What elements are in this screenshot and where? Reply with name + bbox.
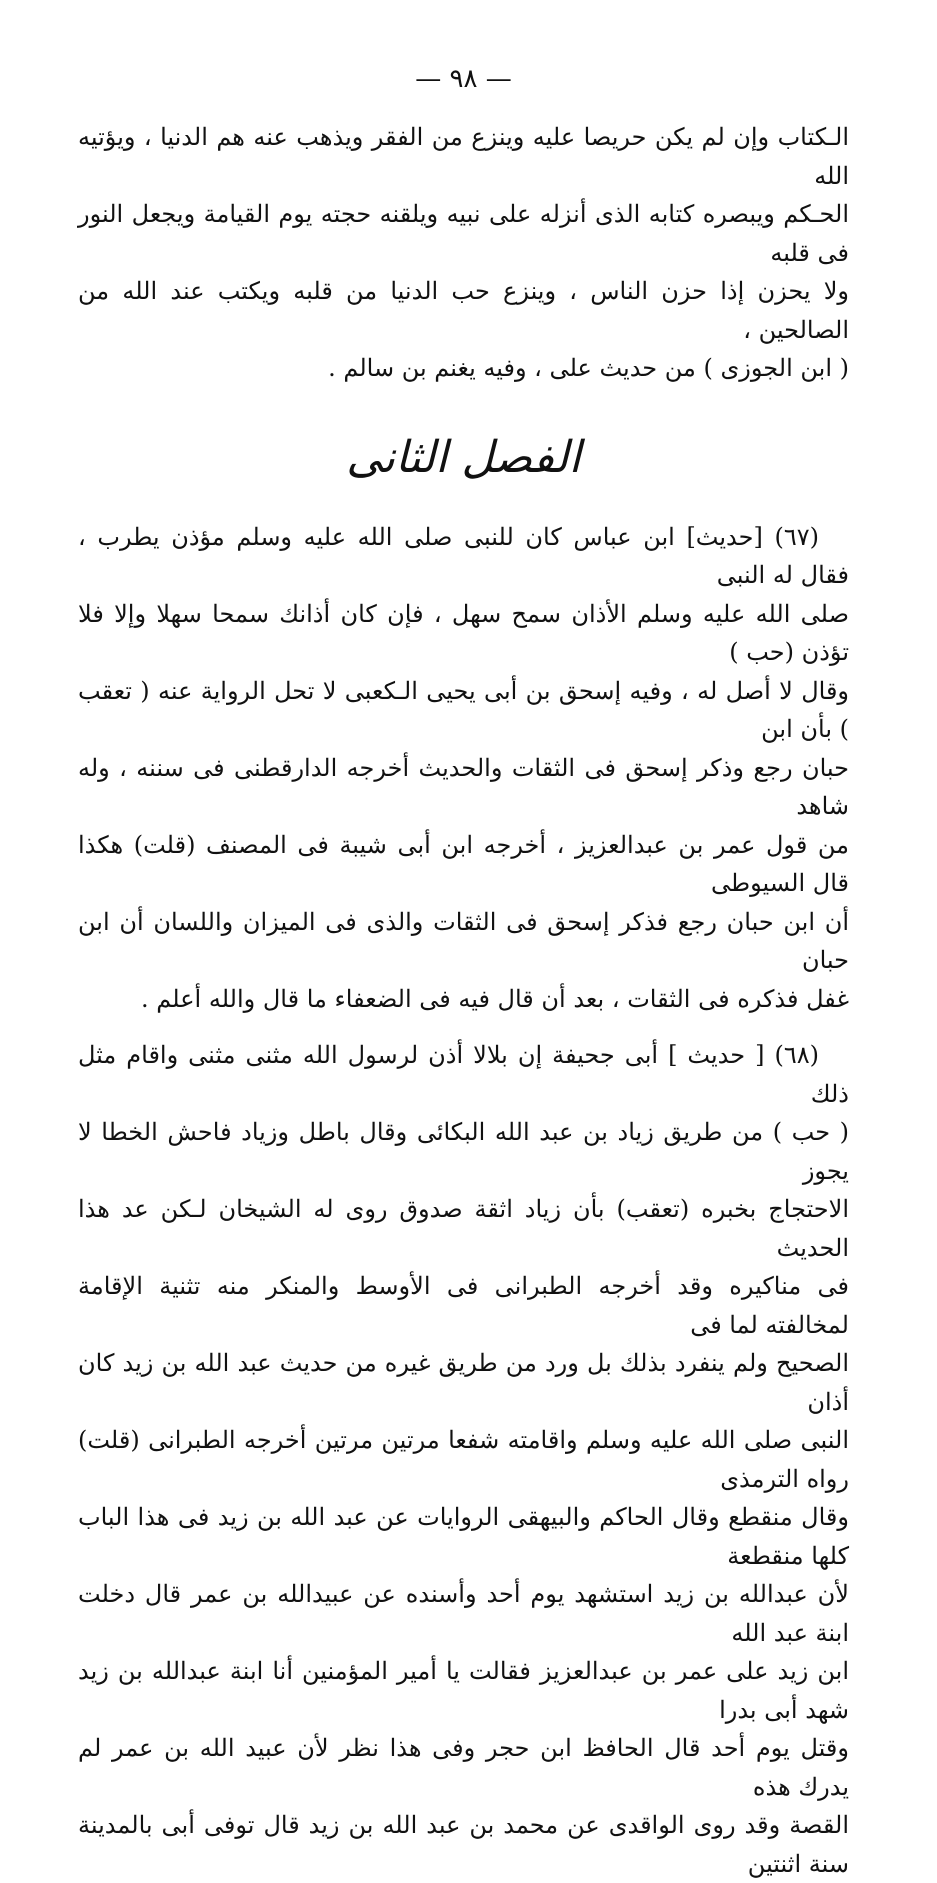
text-line: ولا يحزن إذا حزن الناس ، وينزع حب الدنيا من قلبه ويكتب عند الله من الصالحين ، [78,277,849,344]
text-line: لأن عبدالله بن زيد استشهد يوم أحد وأسنده عن عبيدالله بن عمر قال دخلت ابنة عبد الله [78,1580,849,1647]
text-line: وقتل يوم أحد قال الحافظ ابن حجر وفى هذا نظر لأن عبيد الله بن عمر لم يدرك هذه [78,1734,849,1801]
page-number: — ٩٨ — [415,64,512,94]
text-line: القصة وقد روى الواقدى عن محمد بن عبد الله بن زيد قال توفى أبى بالمدينة سنة اثنتين [78,1811,849,1878]
text-line: (٦٨) [ حديث ] أبى جحيفة إن بلالا أذن لرسول الله مثنى مثنى واقام مثل ذلك [78,1041,849,1108]
text-line: حبان رجع وذكر إسحق فى الثقات والحديث أخرجه الدارقطنى فى سننه ، وله شاهد [78,753,849,820]
hadith-68-paragraph [78,1036,849,1883]
text-line: وقال منقطع وقال الحاكم والبيهقى الروايات عن عبد الله بن زيد فى هذا الباب كلها منقطعة [78,1503,849,1570]
text-line: (٦٧) [حديث] ابن عباس كان للنبى صلى الله عليه وسلم مؤذن يطرب ، فقال له النبى [78,522,849,589]
text-line: من قول عمر بن عبدالعزيز ، أخرجه ابن أبى شيبة فى المصنف (قلت) هكذا قال السيوطى [78,830,849,897]
hadith-67-paragraph [78,518,849,1019]
text-line: الـكتاب وإن لم يكن حريصا عليه وينزع من الفقر ويذهب عنه هم الدنيا ، ويؤتيه الله [78,123,849,190]
chapter-title: الفصل الثانى [346,431,581,483]
text-line: صلى الله عليه وسلم الأذان سمح سهل ، فإن كان أذانك سمحا سهلا وإلا فلا تؤذن (حب ) [78,599,850,666]
text-line: الصحيح ولم ينفرد بذلك بل ورد من طريق غيره من حديث عبد الله بن زيد كان أذان [78,1349,849,1416]
text-line: الاحتجاج بخبره (تعقب) بأن زياد اثقة صدوق روى له الشيخان لـكن عد هذا الحديث [78,1195,849,1262]
text-line: الحـكم ويبصره كتابه الذى أنزله على نبيه ويلقنه حجته يوم القيامة ويجعل النور فى قلبه [78,200,849,267]
text-line: وقال لا أصل له ، وفيه إسحق بن أبى يحيى الـكعبى لا تحل الرواية عنه ( تعقب ) بأن ابن [78,676,849,743]
text-line: النبى صلى الله عليه وسلم واقامته شفعا مرتين مرتين أخرجه الطبرانى (قلت) رواه الترمذى [78,1426,849,1493]
continued-paragraph [78,118,849,388]
text-line: فى مناكيره وقد أخرجه الطبرانى فى الأوسط والمنكر منه تثنية الإقامة لمخالفته لما فى [78,1272,849,1339]
text-line: غفل فذكره فى الثقات ، بعد أن قال فيه فى الضعفاء ما قال والله أعلم . [141,984,849,1013]
text-line: ابن زيد على عمر بن عبدالعزيز فقالت يا أمير المؤمنين أنا ابنة عبدالله بن زيد شهد أبى بدرا [78,1657,849,1724]
text-line: أن ابن حبان رجع فذكر إسحق فى الثقات والذى فى الميزان واللسان أن ابن حبان [78,907,849,974]
text-line: ( ابن الجوزى ) من حديث على ، وفيه يغنم بن سالم . [328,354,849,382]
text-line: ( حب ) من طريق زياد بن عبد الله البكائى وقال باطل وزياد فاحش الخطا لا يجوز [78,1118,849,1185]
